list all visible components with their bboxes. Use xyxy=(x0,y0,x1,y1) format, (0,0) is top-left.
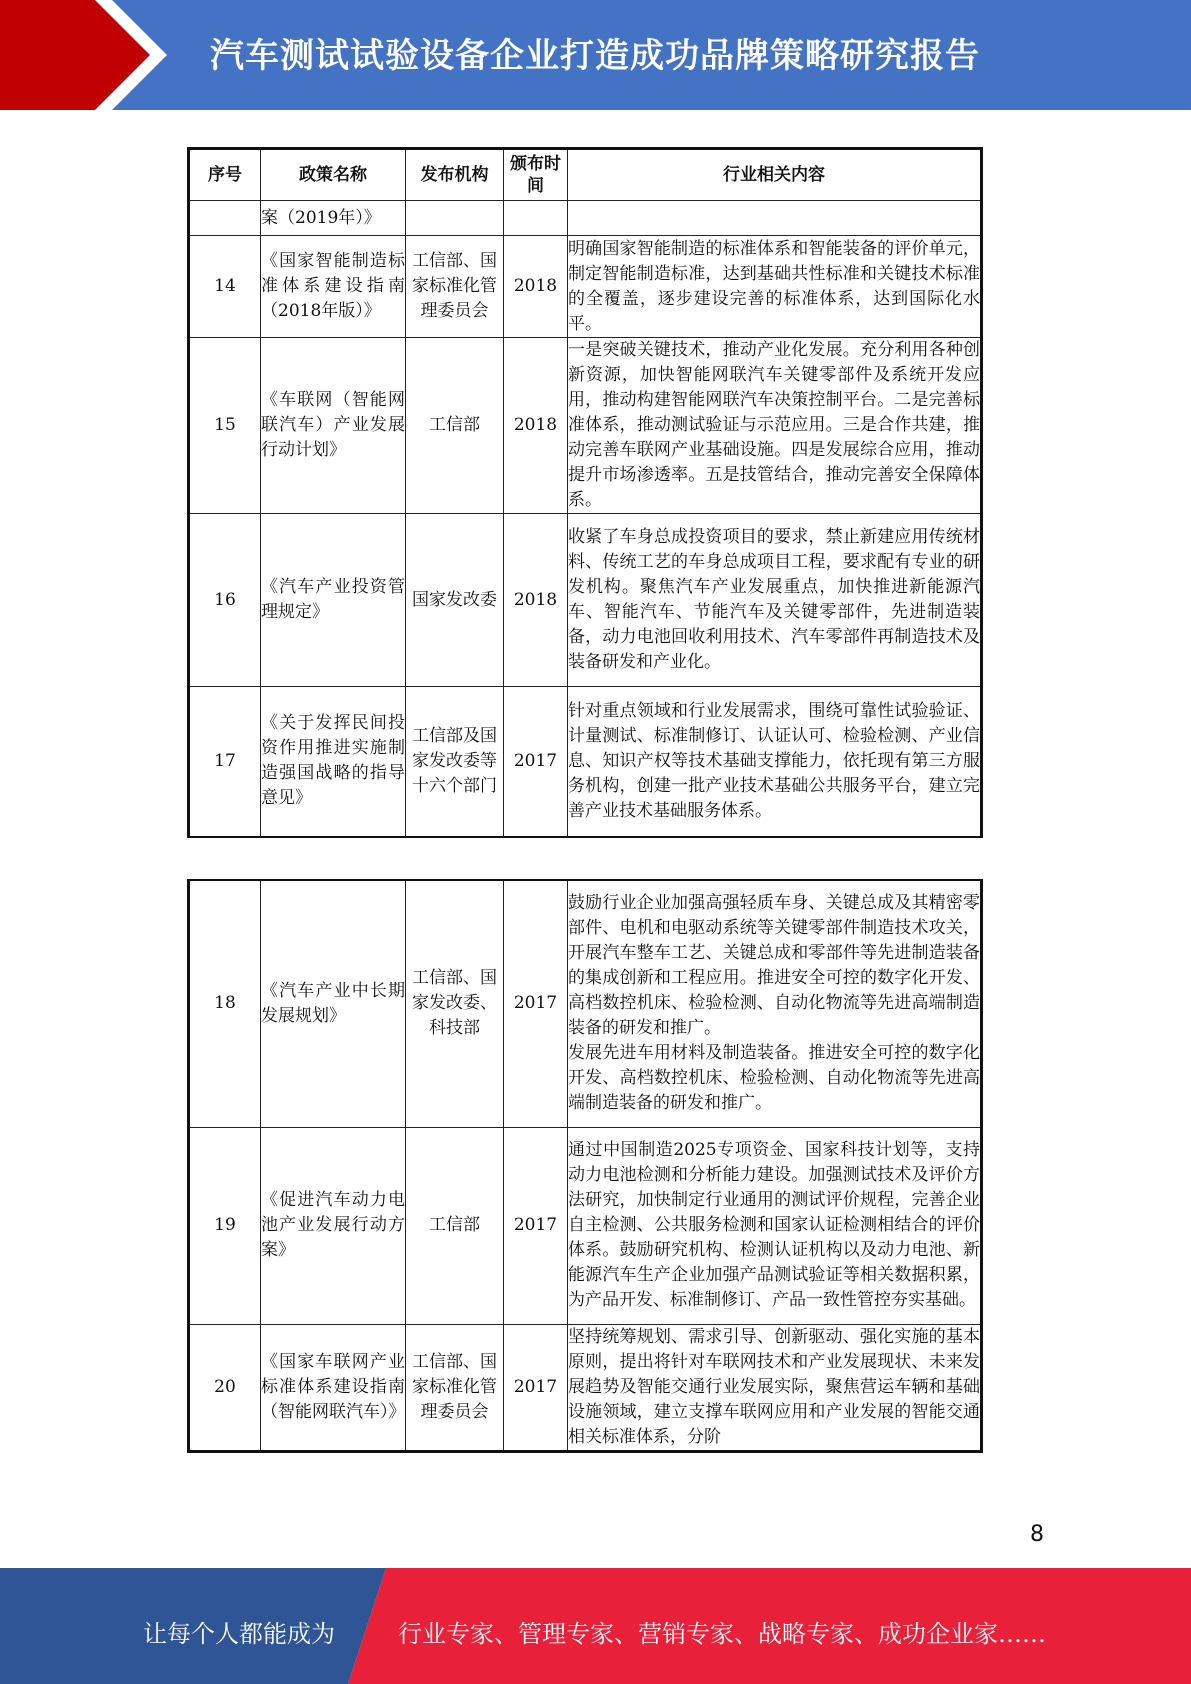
row-num: 15 xyxy=(189,338,261,514)
row-content-paragraph-1: 鼓励行业企业加强高强轻质车身、关键总成及其精密零部件、电机和电驱动系统等关键零部件制造技术攻关，开展汽车整车工艺、关键总成和零部件等先进制造装备的集成创新和工程应用。推进安全可控的数字化开发、高档数控机床、检验检测、自动化物流等先进高端制造装备的研发和推广。 xyxy=(568,893,980,1039)
row-content: 通过中国制造2025专项资金、国家科技计划等，支持动力电池检测和分析能力建设。加强测试技术及评价方法研究，加快制定行业通用的测试评价规程，完善企业自主检测、公共服务检测和国家认证检测相结合的评价体系。鼓励研究机构、检测认证机构以及动力电池、新能源汽车生产企业加强产品测试验证等相关数据积累，为产品开发、标准制修订、产品一致性管控夯实基础。 xyxy=(568,1127,982,1324)
row-year: 2017 xyxy=(504,1324,568,1451)
table-row-continued xyxy=(189,201,982,236)
policy-table-part-1 xyxy=(187,147,983,838)
row-name: 《汽车产业投资管理规定》 xyxy=(261,514,406,687)
row-org: 国家发改委 xyxy=(406,514,504,687)
row-year: 2018 xyxy=(504,338,568,514)
header-banner xyxy=(0,0,1191,110)
footer-slogan-right: 行业专家、管理专家、营销专家、战略专家、成功企业家…… xyxy=(398,1620,1046,1648)
row-num: 17 xyxy=(189,687,261,837)
header-org: 发布机构 xyxy=(406,149,504,201)
row-org: 工信部 xyxy=(406,338,504,514)
policy-table-part-2 xyxy=(187,879,983,1453)
row-year: 2018 xyxy=(504,514,568,687)
row-year: 2017 xyxy=(504,687,568,837)
row-content-paragraph-2: 发展先进车用材料及制造装备。推进安全可控的数字化开发、高档数控机床、检验检测、自动化物流等先进高端制造装备的研发和推广。 xyxy=(568,1043,980,1114)
table-row xyxy=(189,514,982,687)
row-content: 一是突破关键技术，推动产业化发展。充分利用各种创新资源，加快智能网联汽车关键零部件及系统开发应用，推动构建智能网联汽车决策控制平台。二是完善标准体系，推动测试验证与示范应用。三是合作共建，推动完善车联网产业基础设施。四是发展综合应用，推动提升市场渗透率。五是技管结合，推动完善安全保障体系。 xyxy=(568,338,982,514)
row-year: 2017 xyxy=(504,880,568,1127)
row-org: 工信部、国家标准化管理委员会 xyxy=(406,236,504,338)
row-org: 工信部及国家发改委等十六个部门 xyxy=(406,687,504,837)
row-content: 明确国家智能制造的标准体系和智能装备的评价单元，制定智能制造标准，达到基础共性标准和关键技术标准的全覆盖，逐步建设完善的标准体系，达到国际化水平。 xyxy=(568,236,982,338)
header-year: 颁布时间 xyxy=(504,149,568,201)
footer-banner xyxy=(0,1568,1191,1684)
row-num: 20 xyxy=(189,1324,261,1451)
row-content xyxy=(568,880,982,1127)
table-row xyxy=(189,338,982,514)
row-content: 针对重点领域和行业发展需求，围绕可靠性试验验证、计量测试、标准制修订、认证认可、检验检测、产业信息、知识产权等技术基础支撑能力，依托现有第三方服务机构，创建一批产业技术基础公共服务平台，建立完善产业技术基础服务体系。 xyxy=(568,687,982,837)
table-header-row xyxy=(189,149,982,201)
row-num xyxy=(189,201,261,236)
row-name: 《国家车联网产业标准体系建设指南（智能网联汽车）》 xyxy=(261,1324,406,1451)
header-content: 行业相关内容 xyxy=(568,149,982,201)
page-number: 8 xyxy=(1030,1522,1044,1547)
footer-slogan-left: 让每个人都能成为 xyxy=(143,1620,335,1648)
row-org: 工信部、国家标准化管理委员会 xyxy=(406,1324,504,1451)
row-num: 16 xyxy=(189,514,261,687)
row-year: 2018 xyxy=(504,236,568,338)
row-num: 18 xyxy=(189,880,261,1127)
row-year: 2017 xyxy=(504,1127,568,1324)
report-title: 汽车测试试验设备企业打造成功品牌策略研究报告 xyxy=(210,36,980,76)
row-org: 工信部 xyxy=(406,1127,504,1324)
header-name: 政策名称 xyxy=(261,149,406,201)
row-org: 工信部、国家发改委、科技部 xyxy=(406,880,504,1127)
table-row xyxy=(189,687,982,837)
row-year xyxy=(504,201,568,236)
row-content: 坚持统筹规划、需求引导、创新驱动、强化实施的基本原则，提出将针对车联网技术和产业发展现状、未来发展趋势及智能交通行业发展实际，聚焦营运车辆和基础设施领域，建立支撑车联网应用和产业发展的智能交通相关标准体系，分阶 xyxy=(568,1324,982,1451)
row-name: 《促进汽车动力电池产业发展行动方案》 xyxy=(261,1127,406,1324)
header-num: 序号 xyxy=(189,149,261,201)
table-row xyxy=(189,1324,982,1451)
row-content: 收紧了车身总成投资项目的要求，禁止新建应用传统材料、传统工艺的车身总成项目工程，要求配有专业的研发机构。聚焦汽车产业发展重点，加快推进新能源汽车、智能汽车、节能汽车及关键零部件，先进制造装备，动力电池回收利用技术、汽车零部件再制造技术及装备研发和产业化。 xyxy=(568,514,982,687)
table-row xyxy=(189,1127,982,1324)
row-num: 14 xyxy=(189,236,261,338)
row-name: 《车联网（智能网联汽车）产业发展行动计划》 xyxy=(261,338,406,514)
row-content xyxy=(568,201,982,236)
row-num: 19 xyxy=(189,1127,261,1324)
row-name: 《关于发挥民间投资作用推进实施制造强国战略的指导意见》 xyxy=(261,687,406,837)
row-name: 案（2019年）》 xyxy=(261,201,406,236)
table-row xyxy=(189,880,982,1127)
row-org xyxy=(406,201,504,236)
table-row xyxy=(189,236,982,338)
row-name: 《汽车产业中长期发展规划》 xyxy=(261,880,406,1127)
row-name: 《国家智能制造标准体系建设指南（2018年版）》 xyxy=(261,236,406,338)
